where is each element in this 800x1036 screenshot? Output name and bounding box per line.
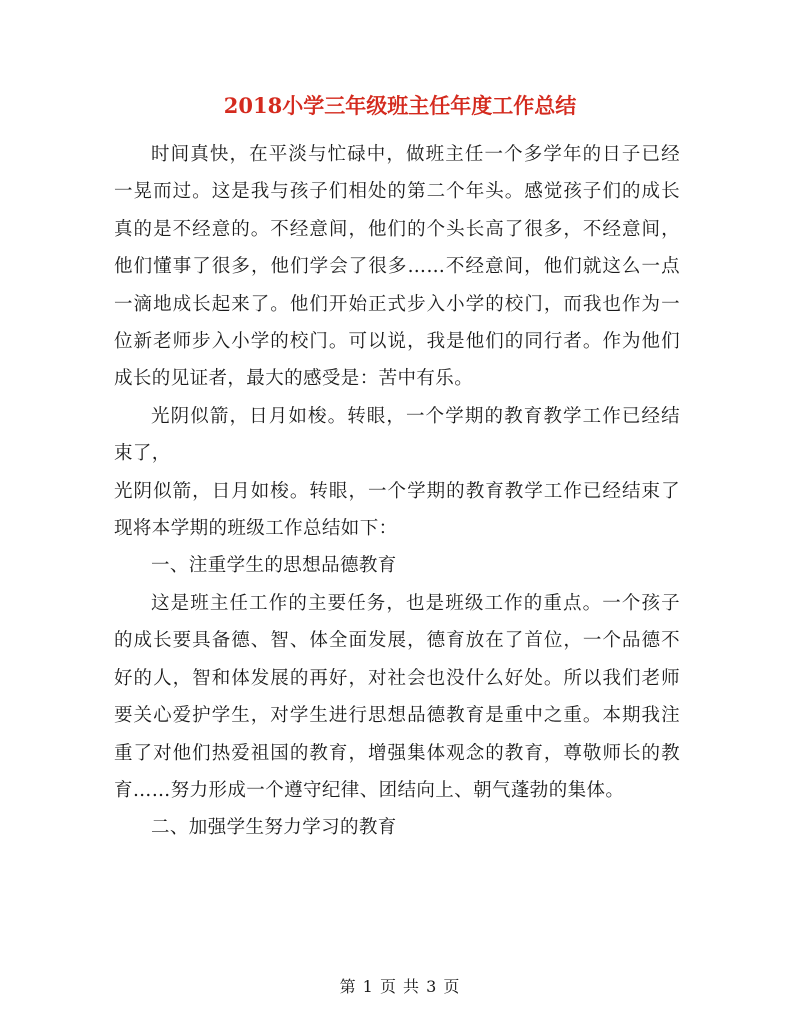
section-heading-study-education: 二、加强学生努力学习的教育: [151, 817, 397, 839]
document-title: 2018小学三年级班主任年度工作总结: [223, 93, 577, 118]
section-heading-moral-education: 一、注重学生的思想品德教育: [151, 555, 397, 577]
page-number-footer: 第 1 页 共 3 页: [339, 977, 461, 996]
paragraph-summary-lead: 光阴似箭，日月如梭。转眼，一个学期的教育教学工作已经结束了现将本学期的班级工作总结如下：: [114, 480, 680, 540]
paragraph-intro: 时间真快，在平淡与忙碌中，做班主任一个多学年的日子已经一晃而过。这是我与孩子们相处的第二个年头。感觉孩子们的成长真的是不经意的。不经意间，他们的个头长高了很多，不经意间，他们懂事了很多，他们学会了很多……不经意间，他们就这么一点一滴地成长起来了。他们开始正式步入小学的校门，而我也作为一位新老师步入小学的校门。可以说，我是他们的同行者。作为他们成长的见证者，最大的感受是：苦中有乐。: [114, 144, 680, 390]
paragraph-time-flies: 光阴似箭，日月如梭。转眼，一个学期的教育教学工作已经结束了，: [114, 405, 680, 465]
document-body: [114, 136, 680, 847]
paragraph-moral-education: 这是班主任工作的主要任务，也是班级工作的重点。一个孩子的成长要具备德、智、体全面发展，德育放在了首位，一个品德不好的人，智和体发展的再好，对社会也没什么好处。所以我们老师要关心爱护学生，对学生进行思想品德教育是重中之重。本期我注重了对他们热爱祖国的教育，增强集体观念的教育，尊敬师长的教育……努力形成一个遵守纪律、团结向上、朝气蓬勃的集体。: [114, 592, 680, 801]
